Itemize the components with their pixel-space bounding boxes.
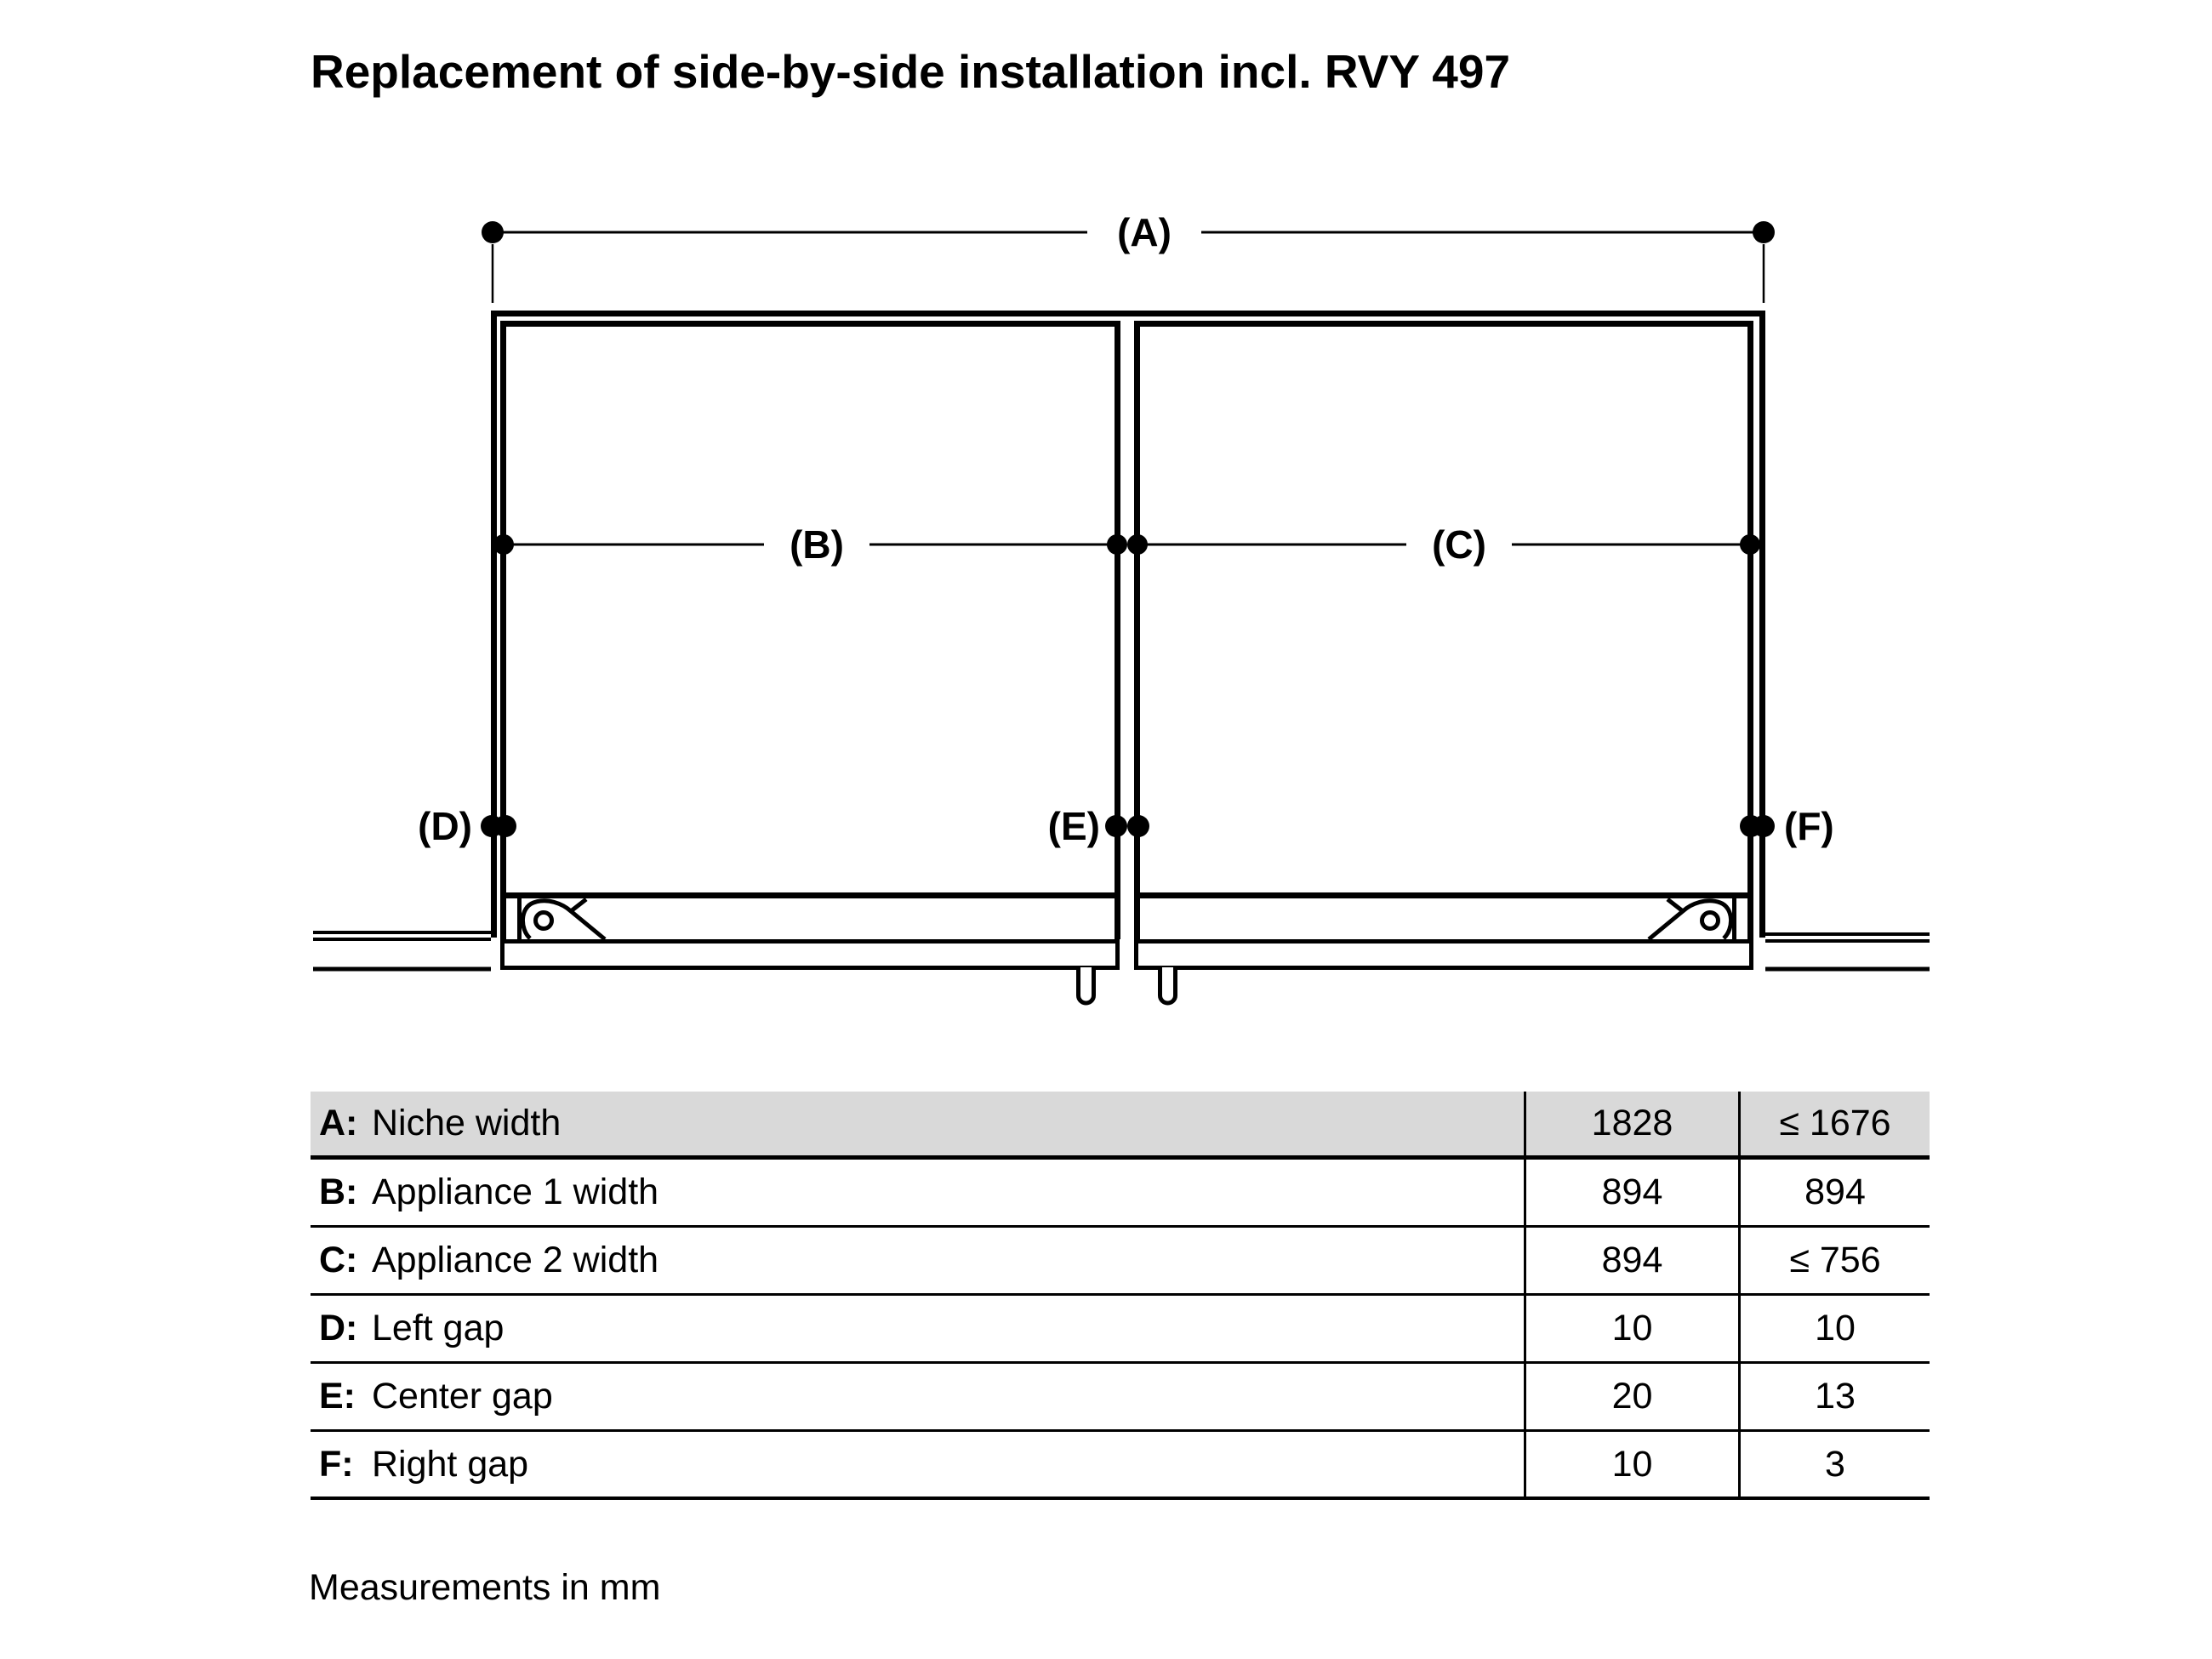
- measurements-unit-note: Measurements in mm: [309, 1567, 661, 1608]
- row-c-key: C:: [319, 1240, 358, 1280]
- niche-outline: [491, 311, 1765, 938]
- roller-left-icon: [522, 899, 605, 939]
- roller-right-arm: [1668, 899, 1683, 911]
- marker-e-label: (E): [1047, 804, 1100, 848]
- dim-b-endpoint-left: [493, 534, 514, 555]
- table-row-c: [311, 1228, 1930, 1296]
- row-f-value-2: 3: [1738, 1432, 1930, 1497]
- roller-right-icon: [1649, 899, 1731, 939]
- table-row-f: [311, 1432, 1930, 1500]
- row-a-value-1: 1828: [1524, 1092, 1738, 1155]
- appliance-2-base: [1137, 895, 1752, 1003]
- dim-b-label: (B): [790, 522, 844, 567]
- foot-2: [1160, 967, 1176, 1003]
- row-e-description: Center gap: [372, 1376, 553, 1417]
- row-b-key: B:: [319, 1172, 358, 1212]
- measurements-table: [311, 1092, 1930, 1500]
- row-b-description: Appliance 1 width: [372, 1172, 659, 1212]
- row-f-key: F:: [319, 1443, 354, 1485]
- row-f-description: Right gap: [372, 1443, 529, 1485]
- table-row-a: [311, 1092, 1930, 1160]
- dimension-b: [493, 522, 1127, 567]
- dimension-a: [482, 210, 1775, 303]
- row-d-key: D:: [319, 1308, 358, 1348]
- row-a-value-2: ≤ 1676: [1738, 1092, 1930, 1155]
- appliance-1-box: [504, 324, 1118, 896]
- floor-left: [313, 932, 491, 969]
- marker-d-dot-2: [494, 815, 516, 837]
- row-e-label-cell: [311, 1364, 1524, 1429]
- dim-c-endpoint-left: [1127, 534, 1148, 555]
- dim-a-endpoint-right: [1753, 221, 1775, 243]
- row-a-key: A:: [319, 1103, 358, 1143]
- row-e-value-1: 20: [1524, 1364, 1738, 1429]
- row-d-description: Left gap: [372, 1308, 505, 1348]
- appliance-2-box: [1137, 324, 1751, 896]
- page-title: Replacement of side-by-side installation incl. RVY 497: [311, 45, 1511, 98]
- foot-1: [1079, 967, 1094, 1003]
- row-a-label-cell: [311, 1092, 1524, 1155]
- dimension-c: [1127, 522, 1760, 567]
- marker-d-label: (D): [418, 804, 472, 848]
- table-row-e: [311, 1364, 1930, 1432]
- marker-f-dot-2: [1753, 815, 1775, 837]
- dim-b-endpoint-right: [1107, 534, 1127, 555]
- marker-e-dot-2: [1127, 815, 1149, 837]
- roller-left-wheel: [536, 913, 552, 929]
- row-b-value-2: 894: [1738, 1160, 1930, 1225]
- row-b-label-cell: [311, 1160, 1524, 1225]
- dim-a-label: (A): [1117, 210, 1172, 254]
- marker-e-dot-1: [1105, 815, 1127, 837]
- floor-right: [1765, 934, 1930, 969]
- row-c-description: Appliance 2 width: [372, 1240, 659, 1280]
- niche-left-wall: [491, 311, 497, 938]
- row-d-value-1: 10: [1524, 1296, 1738, 1361]
- row-c-label-cell: [311, 1228, 1524, 1293]
- row-b-value-1: 894: [1524, 1160, 1738, 1225]
- appliance-1-base: [503, 895, 1118, 1003]
- base-plate-2: [1137, 942, 1752, 968]
- row-f-label-cell: [311, 1432, 1524, 1497]
- row-d-label-cell: [311, 1296, 1524, 1361]
- niche-right-wall: [1759, 311, 1765, 938]
- marker-f-label: (F): [1784, 804, 1834, 848]
- roller-left-arm: [571, 899, 586, 911]
- dim-c-endpoint-right: [1740, 534, 1760, 555]
- row-c-value-2: ≤ 756: [1738, 1228, 1930, 1293]
- dim-c-label: (C): [1432, 522, 1486, 567]
- table-row-d: [311, 1296, 1930, 1364]
- niche-top-wall: [491, 311, 1765, 316]
- dim-a-endpoint-left: [482, 221, 504, 243]
- row-c-value-1: 894: [1524, 1228, 1738, 1293]
- row-e-key: E:: [319, 1376, 356, 1417]
- row-f-value-1: 10: [1524, 1432, 1738, 1497]
- table-row-b: [311, 1160, 1930, 1228]
- base-plate-1: [503, 942, 1118, 968]
- marker-f: [1740, 804, 1834, 848]
- row-e-value-2: 13: [1738, 1364, 1930, 1429]
- row-a-description: Niche width: [372, 1103, 562, 1143]
- row-d-value-2: 10: [1738, 1296, 1930, 1361]
- roller-right-wheel: [1702, 913, 1719, 929]
